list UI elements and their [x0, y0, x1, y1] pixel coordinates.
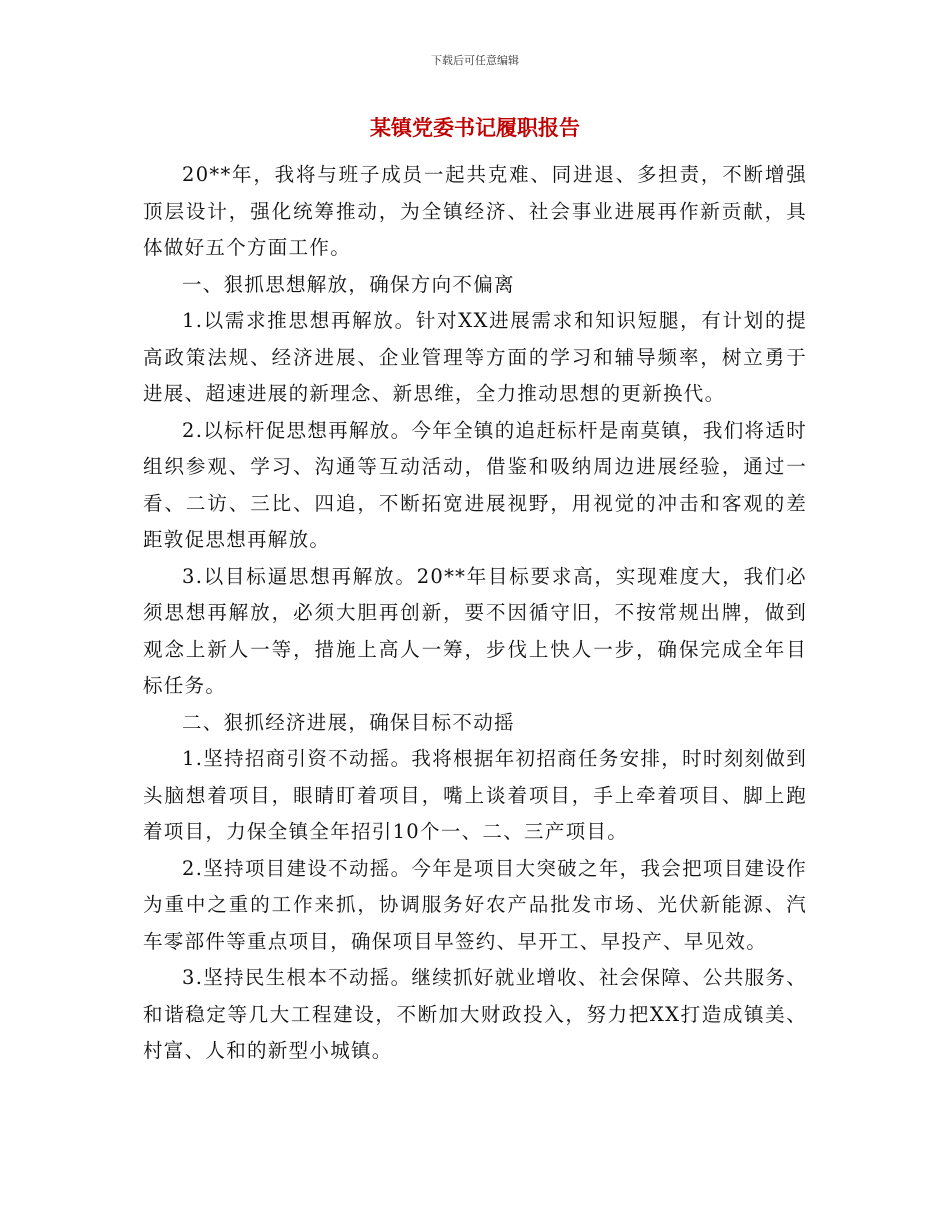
paragraph-2-3: 3.坚持民生根本不动摇。继续抓好就业增收、社会保障、公共服务、和谐稳定等几大工程建设，不断加大财政投入，努力把XX打造成镇美、村富、人和的新型小城镇。	[143, 966, 807, 1062]
header-note: 下载后可任意编辑	[431, 54, 519, 67]
paragraph-2-1: 1.坚持招商引资不动摇。我将根据年初招商任务安排，时时刻刻做到头脑想着项目，眼睛盯着项目，嘴上谈着项目，手上牵着项目、脚上跑着项目，力保全镇全年招引10个一、二、三产项目。	[143, 747, 807, 843]
paragraph-1-2: 2.以标杆促思想再解放。今年全镇的追赶标杆是南莫镇，我们将适时组织参观、学习、沟通等互动活动，借鉴和吸纳周边进展经验，通过一看、二访、三比、四追，不断拓宽进展视野，用视觉的冲击和客观的差距敦促思想再解放。	[143, 418, 807, 551]
paragraph-2-2: 2.坚持项目建设不动摇。今年是项目大突破之年，我会把项目建设作为重中之重的工作来抓，协调服务好农产品批发市场、光伏新能源、汽车零部件等重点项目，确保项目早签约、早开工、早投产、早见效。	[143, 856, 807, 953]
intro-paragraph: 20**年，我将与班子成员一起共克难、同进退、多担责，不断增强顶层设计，强化统筹推动，为全镇经济、社会事业进展再作新贡献，具体做好五个方面工作。	[143, 163, 807, 259]
page-title: 某镇党委书记履职报告	[370, 115, 580, 140]
paragraph-1-1: 1.以需求推思想再解放。针对XX进展需求和知识短腿，有计划的提高政策法规、经济进展、企业管理等方面的学习和辅导频率，树立勇于进展、超速进展的新理念、新思维，全力推动思想的更新换代。	[143, 309, 807, 405]
paragraph-1-3: 3.以目标逼思想再解放。20**年目标要求高，实现难度大，我们必须思想再解放，必须大胆再创新，要不因循守旧，不按常规出牌，做到观念上新人一等，措施上高人一筹，步伐上快人一步，确保完成全年目标任务。	[143, 564, 807, 697]
section-heading-2: 二、狠抓经济进展，确保目标不动摇	[182, 710, 515, 734]
document-body	[143, 157, 807, 1070]
section-heading-1: 一、狠抓思想解放，确保方向不偏离	[182, 272, 515, 296]
